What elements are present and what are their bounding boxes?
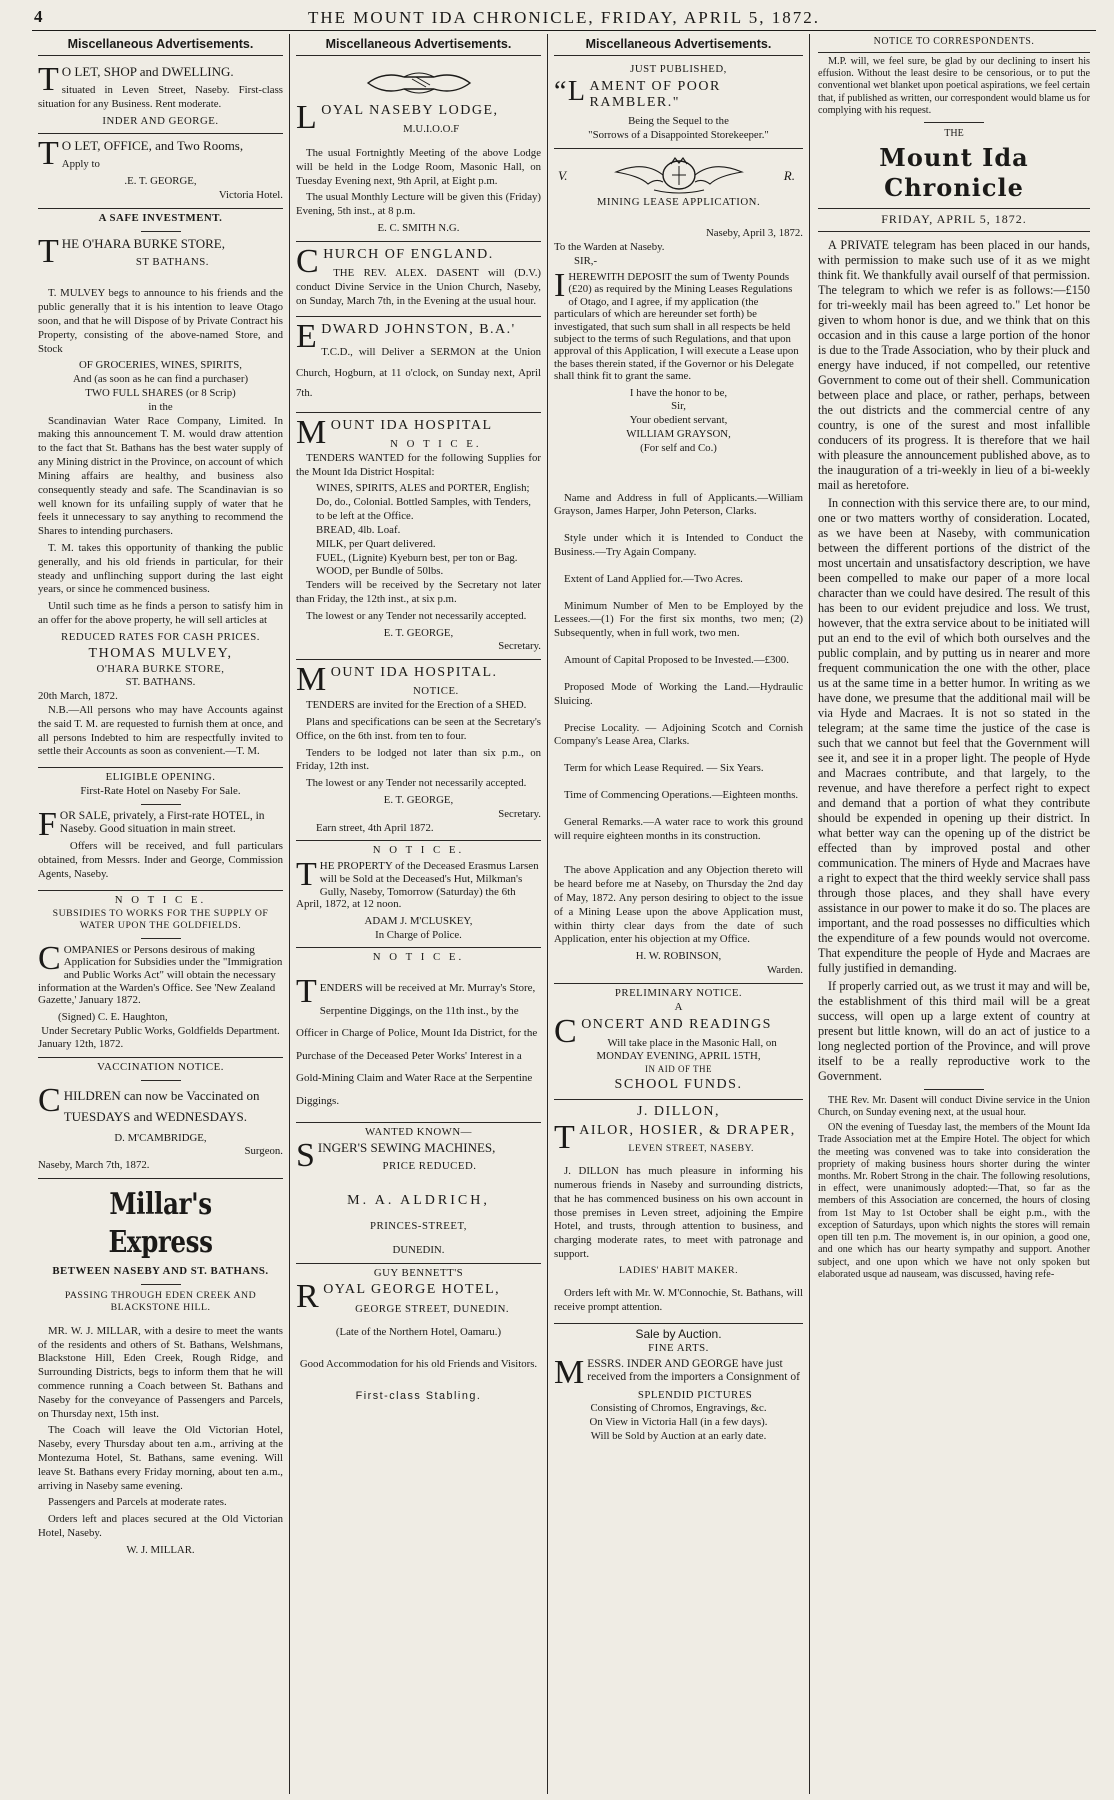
ad-signature: INDER AND GEORGE.	[102, 114, 219, 127]
drop-cap: “L	[554, 75, 587, 107]
ad-store: O'HARA BURKE STORE,	[96, 662, 225, 675]
ad-line: On View in Victoria Hall (in a few days).	[589, 1416, 768, 1429]
ad-signature: J. DILLON,	[636, 1103, 721, 1119]
ad-date: Earn street, 4th April 1872.	[316, 821, 434, 834]
notice-to-correspondents-title: NOTICE TO CORRESPONDENTS.	[818, 34, 1090, 53]
ad-signature: W. J. MILLAR.	[126, 1543, 195, 1556]
tender-item: WOOD, per Bundle of 50lbs.	[316, 565, 444, 578]
lease-field: Minimum Number of Men to be Employed by the Lessees.—(1) For the first six months, two men; (2) Subsequently, when in full work, two men.	[554, 599, 803, 640]
ad-safe-investment	[38, 209, 283, 768]
drop-cap: M	[296, 413, 328, 451]
royal-crest-row	[554, 152, 803, 196]
ad-title: JUST PUBLISHED,	[630, 63, 727, 75]
lease-field: Style under which it is Intended to Conduct the Business.—Try Again Company.	[554, 532, 803, 559]
ad-notice-title: N O T I C E.	[372, 844, 465, 857]
notice-body: M.P. will, we feel sure, be glad by our declining to insert his effusion. Without the least desire to be censorious, or to put the conventional wet blanket upon poetical aspirations, we feel certain that, if published as written, our correspondent would blame us for complying with his request.	[818, 55, 1090, 116]
ad-body: T.C.D., will Deliver a SERMON at the Union Church, Hogburn, at 11 o'clock, on Sunday next, April 7th.	[296, 346, 541, 400]
ad-headline: HEREWITH DEPOSIT the sum of Twenty Pounds (£20) as required by the Mining Leases Regulations of Otago, and I agree, if my application (the particulars of which are hereunder set forth) be investigated, that such sum shall in all respects be held subject to the terms of such Regulations, and that upon approval of this Application, I will execute a Lease upon the bases therein stated, if the Governor or his Delegate shall think fit to grant the same.	[554, 270, 799, 383]
ad-headline: OYAL GEORGE HOTEL,	[323, 1282, 501, 1298]
ad-paragraph: The usual Fortnightly Meeting of the above Lodge will be held in the Lodge Room, Masonic Hall, on Tuesday Evening next, 9th April, at Eight p.m.	[296, 146, 541, 187]
ad-royal-george-hotel	[296, 1264, 541, 1409]
ad-headline: INGER'S SEWING MACHINES,	[317, 1140, 496, 1156]
ad-paragraph: Orders left and places secured at the Old Victorian Hotel, Naseby.	[38, 1513, 283, 1540]
ad-subtitle: ST BATHANS.	[135, 255, 209, 268]
ad-headline: ONCERT AND READINGS	[581, 1016, 772, 1032]
ad-date: Naseby, April 3, 1872.	[705, 227, 803, 240]
news-paragraph: ON the evening of Tuesday last, the members of the Mount Ida Trade Association met at the Empire Hotel. The object for which the meeting was convened was to take into consideration the propriety of making business hours shorter during the winter months. Mr. Robert Strong in the chair. The following resolutions, in effect, were unanimously adopted:—That, so far as the members of this Association are concerned, the hours of closing from 1st May to 1st October shall be eight p.m., with the exception of Saturdays, upon which nights the stores will remain open till ten p.m. The movement is, in our opinion, a good one, and one which has our hearty sympathy and support. Another subject, and one upon which we have not only spoken but elaborated usque ad nauseam, was discussed, having refe-	[818, 1122, 1090, 1280]
ad-role: In Charge of Police.	[375, 928, 462, 941]
ad-subtitle: FINE ARTS.	[648, 1342, 709, 1355]
clasped-hands-icon	[364, 65, 474, 101]
ad-body: situated in Leven Street, Naseby. First-class situation for any Business. Rent moderate.	[38, 83, 283, 110]
ad-mining-lease	[554, 149, 803, 984]
crest-letter-r: R.	[783, 167, 795, 183]
ad-subsidies-notice	[38, 891, 283, 1059]
ad-notice-title: NOTICE.	[412, 685, 459, 698]
ad-hospital-shed	[296, 660, 541, 841]
ad-headline: OMPANIES or Persons desirous of making Application for Subsidies under the "Immigration and Public Works Act" will obtain the necessary information at the Warden's Office. See 'New Zealand Gazette,' January 1872.	[38, 943, 283, 1007]
ad-title: PRELIMINARY NOTICE.	[614, 986, 743, 999]
ad-date: 20th March, 1872.	[38, 690, 118, 703]
ad-article: A	[674, 1000, 683, 1013]
ad-concert-readings	[554, 984, 803, 1100]
ad-headline: ENDERS will be received at Mr. Murray's Store, Serpentine Diggings, on the 11th inst., by the Officer in Charge of Police, Mount Ida District, for the Purchase of the Deceased Peter Works' Interest in a Gold-Mining Claim and Water Race at the Serpentine Diggings.	[296, 982, 538, 1107]
ad-office-rooms	[38, 134, 283, 208]
ad-role: Surgeon.	[244, 1145, 283, 1158]
tender-item: WINES, SPIRITS, ALES and PORTER, English; Do, do., Colonial. Bottled Samples, with Tenders, to be left at the Office.	[316, 482, 531, 523]
ad-headline: ESSRS. INDER AND GEORGE have just received from the importers a Consignment of	[587, 1358, 800, 1384]
drop-cap: T	[38, 135, 59, 173]
ad-headline: HE PROPERTY of the Deceased Erasmus Larsen will be Sold at the Deceased's Hut, Milkman's Gully, Naseby, Tomorrow (Saturday) the 6th April, 1872, at 12 noon.	[296, 860, 539, 911]
ad-headline: OR SALE, privately, a First-rate HOTEL, in Naseby. Good situation in main street.	[59, 809, 265, 836]
drop-cap: T	[296, 973, 317, 1011]
ad-signature: M. A. ALDRICH,	[347, 1193, 490, 1209]
ad-line: MONDAY EVENING, APRIL 15TH,	[596, 1050, 761, 1063]
ad-headline: HE O'HARA BURKE STORE,	[61, 235, 225, 251]
ad-paragraph: The lowest or any Tender not necessarily accepted.	[306, 609, 527, 622]
editorial-date: FRIDAY, APRIL 5, 1872.	[818, 208, 1090, 231]
lease-field: Extent of Land Applied for.—Two Acres.	[564, 572, 743, 585]
ad-paragraph: The usual Monthly Lecture will be given this (Friday) Evening, 5th inst., at 8 p.m.	[296, 191, 541, 218]
drop-cap: C	[38, 939, 61, 977]
drop-cap: T	[38, 61, 59, 98]
ad-body: Good Accommodation for his old Friends and Visitors.	[299, 1358, 538, 1371]
ad-paragraph: Until such time as he finds a person to satisfy him in an offer for the above property, he will sell articles at	[38, 600, 283, 626]
column-header: Miscellaneous Advertisements.	[296, 34, 541, 56]
masthead	[32, 6, 1096, 31]
ad-subtitle: BETWEEN NASEBY AND ST. BATHANS.	[52, 1264, 269, 1277]
ad-eligible-opening	[38, 768, 283, 891]
running-head: THE MOUNT IDA CHRONICLE, FRIDAY, APRIL 5, 1872.	[308, 8, 820, 27]
lease-field: Term for which Lease Required. — Six Years.	[564, 762, 764, 775]
ad-line: OF GROCERIES, WINES, SPIRITS,	[79, 359, 242, 372]
tender-item: BREAD, 4lb. Loaf.	[316, 523, 401, 536]
ad-church-of-england	[296, 242, 541, 318]
ad-date: January 12th, 1872.	[38, 1038, 124, 1051]
ad-headline: O LET, SHOP and DWELLING.	[61, 64, 234, 79]
lease-field: Precise Locality. — Adjoining Scotch and Cornish Company's Lease Area, Clarks.	[554, 721, 803, 748]
ad-paragraph: T. M. takes this opportunity of thanking the public generally, and his old friends in particular, for their steady and unflinching support during the last eight years, or since he commenced business.	[38, 541, 283, 596]
ad-line: LADIES' HABIT MAKER.	[618, 1264, 739, 1276]
column-4	[810, 34, 1096, 1794]
royal-crest-icon	[604, 154, 754, 196]
ad-paragraph: TENDERS WANTED for the following Supplies for the Mount Ida District Hospital:	[296, 451, 541, 478]
ad-paragraph: Passengers and Parcels at moderate rates.	[48, 1496, 227, 1509]
ad-body: THE REV. ALEX. DASENT will (D.V.) conduct Divine Service in the Union Church, Naseby, on Sunday, March 7th, in the Evening at the usual hour.	[296, 266, 541, 307]
ad-signature: H. W. ROBINSON,	[635, 950, 722, 963]
ad-paragraph: The Coach will leave the Old Victorian Hotel, Naseby, every Thursday about ten a.m., arriving at the Montezuma Hotel, St. Bathans, same evening. Will leave St. Bathans every Friday morning, about ten a.m., arriving in Naseby same evening.	[38, 1424, 283, 1492]
ad-title: MINING LEASE APPLICATION.	[596, 195, 761, 208]
ad-place: Victoria Hotel.	[218, 188, 283, 201]
ad-title: WANTED KNOWN—	[365, 1125, 472, 1138]
ad-title: GUY BENNETT'S	[373, 1266, 464, 1279]
ad-headline: AMENT OF POOR RAMBLER."	[589, 78, 721, 110]
ad-town: DUNEDIN.	[392, 1243, 445, 1256]
ad-paragraph: Orders left with Mr. W. M'Connochie, St. Bathans, will receive prompt attention.	[554, 1287, 803, 1314]
ad-edward-johnston	[296, 317, 541, 413]
ad-title: A SAFE INVESTMENT.	[98, 211, 223, 224]
ad-hospital-tenders	[296, 413, 541, 660]
ad-street: PRINCES-STREET,	[370, 1219, 467, 1232]
ad-headline: AILOR, HOSIER, & DRAPER,	[579, 1122, 796, 1138]
ad-subtitle: "Sorrows of a Disappointed Storekeeper."	[588, 128, 769, 141]
ad-signature: E. C. SMITH N.G.	[377, 221, 460, 234]
ad-title: Sale by Auction.	[635, 1327, 722, 1342]
column-1	[32, 34, 290, 1794]
ad-line: SPLENDID PICTURES	[637, 1388, 753, 1401]
ad-stabling: First-class Stabling.	[355, 1389, 482, 1402]
drop-cap: C	[554, 1012, 579, 1050]
ad-date: Naseby, March 7th, 1872.	[38, 1159, 150, 1172]
column-header: Miscellaneous Advertisements.	[554, 34, 803, 56]
page-number: 4	[34, 7, 43, 26]
ad-paragraph: The lowest or any Tender not necessarily accepted.	[306, 777, 527, 790]
ad-line: TWO FULL SHARES (or 8 Scrip)	[85, 387, 236, 399]
ad-notice-title: N O T I C E.	[390, 438, 482, 450]
editorial-paragraph: A PRIVATE telegram has been placed in our hands, with permission to make such use of it as we might think fit. We thankfully avail ourself of that permission. The telegram to which we refer is as follows:—£150 for tri-weekly mail has been agreed to." Let honor be given to whom honor is due, and we think that on this occasion and in this cause a large portion of the honor is due to the Trade Association, who by their pluck and energy have induced, if not compelled, our retentive Government to come out of their shell. Communication between place and place, or rather, perhaps, between the out districts and the commercial centre of any country, is one of the surest and most infallible conducers of its progress. It is therefore that we hail with pleasure the announcement published above, as to the inauguration of a tri-weekly in lieu of a bi-weekly mail as heretofore.	[818, 237, 1090, 492]
ad-subtitle: SUBSIDIES TO WORKS FOR THE SUPPLY OF WATER UPON THE GOLDFIELDS.	[52, 907, 269, 932]
news-paragraph: THE Rev. Mr. Dasent will conduct Divine service in the Union Church, on Sunday evening next, at the usual hour.	[818, 1094, 1090, 1118]
ad-paragraph: J. DILLON has much pleasure in informing his numerous friends in Naseby and surrounding districts, that he has commenced business on his own account in those premises in Leven street, adjoining the Empire Hotel, and trusts, through attention to business, and charging moderate rates, to meet with patronage and support.	[554, 1165, 803, 1261]
paper-title-the: THE	[944, 127, 964, 139]
ad-role: Secretary.	[498, 640, 541, 653]
editorial	[818, 238, 1090, 1084]
column-2	[290, 34, 548, 1794]
editorial-paragraph: If properly carried out, as we trust it may and will be, the establishment of this third mail will be a great success, will open up a large extent of country at present but little known, will do an act of justice to a long neglected portion of the Province, and will prove itself to be a really reproductive work to the Government.	[818, 978, 1090, 1083]
ad-line: IN AID OF THE	[644, 1064, 713, 1075]
ad-signature: (Signed) C. E. Haughton,	[58, 1010, 168, 1023]
ad-vaccination	[38, 1058, 283, 1179]
ad-headline: OYAL NASEBY LODGE,	[321, 103, 499, 118]
drop-cap: F	[38, 805, 57, 843]
ad-notice-title: N O T I C E.	[372, 951, 465, 964]
lease-field: Amount of Capital Proposed to be Invested.—£300.	[564, 654, 789, 667]
ad-deceased-property	[296, 841, 541, 948]
ad-signature: D. M'CAMBRIDGE,	[114, 1131, 207, 1144]
ad-note: (Late of the Northern Hotel, Oamaru.)	[335, 1326, 502, 1339]
editorial-paragraph: In connection with this service there are, to our mind, one or two matters worthy of consideration. Located, as we have been at Naseby, with communication between the different portions of the district of the most uncertain and unsatisfactory description, we have been compelled to make our paper of a more local character than we could have desired. The result of this has been to our evident prejudice and loss. We trust, however, that the extra service about to be initiated will put an end to the evil of which both ourselves and the public complain, and by putting us in nearer and more frequent communication the one with the other, place us at the same time in a better humor. In writing as we have done, we presume that the additional mail will be via Hyde and Macraes. It is not so stated in the telegram; at the same time the justice of the case is such that we cannot but feel that the Government will see it, and see it in a proper light. The people of Hyde and Macraes contribute, and that largely, to the revenue, and have therefore a perfect right to expect and demand that a portion of what they contribute should be expended in opening up their district. In what better way can the opening up of the district be effected than by improved postal and other communication. The miners of Hyde and Macraes have a right to expect that the third weekly service shall pass through those places, and they shall have every assistance in our power to make it do so. The places are important, and the road possesses no difficulties which the expenditure of a few pounds would not overcome. That expenditure the people of Hyde and Macraes are fully justified in demanding.	[818, 495, 1090, 975]
lease-field: General Remarks.—A water race to work this ground will require eighteen months in its construction.	[554, 815, 803, 842]
ad-millars-express	[38, 1179, 283, 1563]
ad-role: Secretary.	[498, 807, 541, 820]
ad-sale-by-auction	[554, 1324, 803, 1449]
ad-signature: THOMAS MULVEY,	[88, 645, 233, 661]
ad-paragraph: Tenders will be received by the Secretary not later than Friday, the 12th inst., at six p.m.	[296, 579, 541, 605]
ad-paragraph: Scandinavian Water Race Company, Limited. In making this announcement T. M. would draw attention to the fact that St. Bathans has the best water supply of any Mining district in the Province, on account of which Mining affairs are healthy, and business also consequently steady and safe. The Scandinavian is so well known for its unfailing supply of water that he feels it unnecessary to say anything to recommend the Shares to intending purchasers.	[38, 414, 283, 538]
ad-title: VACCINATION NOTICE.	[97, 1061, 224, 1074]
drop-cap: T	[296, 856, 317, 894]
drop-cap: C	[38, 1082, 61, 1120]
column-header: Miscellaneous Advertisements.	[38, 34, 283, 56]
ad-street: LEVEN STREET, NASEBY.	[628, 1142, 754, 1154]
tender-item: MILK, per Quart delivered.	[316, 537, 436, 550]
ad-street: GEORGE STREET, DUNEDIN.	[355, 1302, 510, 1315]
ad-headline: HILDREN can now be Vaccinated on TUESDAYS and WEDNESDAYS.	[63, 1088, 260, 1124]
paper-title: Mount Ida Chronicle	[879, 142, 1029, 203]
ad-body: Offers will be received, and full particulars obtained, from Messrs. Inder and George, Commission Agents, Naseby.	[38, 840, 283, 880]
ad-subtitle: Being the Sequel to the	[628, 115, 729, 127]
ad-headline: HURCH OF ENGLAND.	[323, 246, 494, 262]
tender-item: FUEL, (Lignite) Kyeburn best, per ton or Bag.	[316, 551, 518, 564]
ad-naseby-lodge	[296, 60, 541, 242]
ad-title: N O T I C E.	[114, 893, 207, 906]
ad-serpentine-tenders	[296, 948, 541, 1122]
ad-singer-machines	[296, 1123, 541, 1264]
drop-cap: M	[554, 1354, 585, 1392]
ad-signature: E. T. GEORGE,	[383, 793, 454, 806]
ad-line: Will be Sold by Auction at an early date.	[590, 1430, 767, 1443]
ad-salutation: SIR,-	[574, 255, 598, 268]
notice-to-correspondents	[818, 56, 1090, 117]
ad-subtitle: First-Rate Hotel on Naseby For Sale.	[80, 785, 241, 798]
lease-field: The above Application and any Objection thereto will be heard before me at Naseby, on Thursday the 2nd day of May, 1872. Any person desiring to object to the issue of a Mining Lease upon the above Application must, within thirty clear days from the date of such Application, enter his objection at my Office.	[554, 864, 803, 946]
ad-line: in the	[148, 400, 173, 413]
ad-headline: O LET, OFFICE, and Two Rooms,	[61, 138, 244, 154]
ad-line: SCHOOL FUNDS.	[614, 1076, 743, 1092]
ad-route: PASSING THROUGH EDEN CREEK AND BLACKSTONE HILL.	[64, 1289, 257, 1314]
ad-headline: OUNT IDA HOSPITAL	[330, 417, 493, 433]
ad-title: ELIGIBLE OPENING.	[105, 771, 216, 784]
ad-signature: WILLIAM GRAYSON,	[626, 427, 731, 440]
drop-cap: S	[296, 1137, 315, 1175]
drop-cap: T	[554, 1118, 577, 1156]
ad-paragraph: TENDERS are invited for the Erection of a SHED.	[306, 699, 527, 712]
ad-signature: E. T. GEORGE,	[383, 626, 454, 639]
ad-title: Millar's Express	[108, 1187, 213, 1261]
drop-cap: I	[554, 266, 566, 304]
ad-signature: ADAM J. M'CLUSKEY,	[364, 914, 473, 927]
drop-cap: L	[296, 99, 319, 136]
ad-subtitle: M.U.I.O.O.F	[403, 123, 460, 136]
ad-line: REDUCED RATES FOR CASH PRICES.	[61, 630, 260, 643]
drop-cap: M	[296, 661, 328, 699]
ad-town: ST. BATHANS.	[125, 676, 196, 689]
drop-cap: R	[296, 1278, 321, 1316]
ad-signature: .E. T. GEORGE,	[124, 175, 197, 188]
ad-closing: Your obedient servant,	[629, 414, 728, 427]
lease-field: Name and Address in full of Applicants.—William Grayson, James Harper, John Peterson, Clarks.	[554, 491, 803, 518]
local-news	[818, 1095, 1090, 1282]
ad-body: Apply to	[61, 158, 100, 171]
ad-headline: DWARD JOHNSTON, B.A.'	[321, 322, 516, 338]
ad-closing: Sir,	[671, 400, 686, 413]
column-3	[548, 34, 810, 1794]
ad-paragraph: Tenders to be lodged not later than six p.m., on Friday, 12th inst.	[296, 746, 541, 773]
columns	[32, 34, 1096, 1794]
ad-addressee: To the Warden at Naseby.	[554, 241, 665, 254]
ad-paragraph: T. MULVEY begs to announce to his friends and the public generally that it is his intention to leave Otago soon, and that he will Dispose of by Private Contract his Property, consisting of the above-named Store, and Stock	[38, 287, 283, 355]
ad-subtitle: PRICE REDUCED.	[382, 1160, 477, 1173]
drop-cap: T	[38, 232, 59, 270]
ad-lament-rambler	[554, 60, 803, 149]
ad-j-dillon	[554, 1100, 803, 1324]
ad-line: Will take place in the Masonic Hall, on	[607, 1036, 777, 1049]
ad-signature-note: (For self and Co.)	[640, 441, 717, 454]
drop-cap: E	[296, 318, 319, 356]
lease-field: Time of Commencing Operations.—Eighteen months.	[564, 788, 799, 801]
ad-office: Under Secretary Public Works, Goldfields Department.	[41, 1024, 280, 1037]
ad-line: And (as soon as he can find a purchaser)	[72, 373, 249, 386]
ad-closing: I have the honor to be,	[629, 386, 728, 399]
ad-shop-dwelling	[38, 60, 283, 134]
ad-paragraph: MR. W. J. MILLAR, with a desire to meet the wants of the residents and others of St. Bathans, Welshmans, Blackstone Hill, Eden Creek, Rough Ridge, and Surrounding Districts, begs to inform them that he will commence running a Coach between St. Bathans and Naseby for the conveyance of Passengers and Parcels, on Thursday next, 15th inst.	[38, 1324, 283, 1420]
ad-line: Consisting of Chromos, Engravings, &c.	[590, 1402, 767, 1415]
ad-paragraph: Plans and specifications can be seen at the Secretary's Office, on the 6th inst. from ten to four.	[296, 715, 541, 742]
ad-paragraph: N.B.—All persons who may have Accounts against the said T. M. are requested to furnish them at once, and all persons Indebted to him are respectfully invited to settle their Accounts as soon as convenient.—T. M.	[38, 703, 283, 758]
ad-headline: OUNT IDA HOSPITAL.	[330, 665, 498, 681]
ad-role: Warden.	[766, 964, 803, 977]
drop-cap: C	[296, 242, 321, 280]
lease-field: Proposed Mode of Working the Land.—Hydraulic Sluicing.	[554, 680, 803, 707]
crest-letter-v: V.	[558, 167, 568, 183]
